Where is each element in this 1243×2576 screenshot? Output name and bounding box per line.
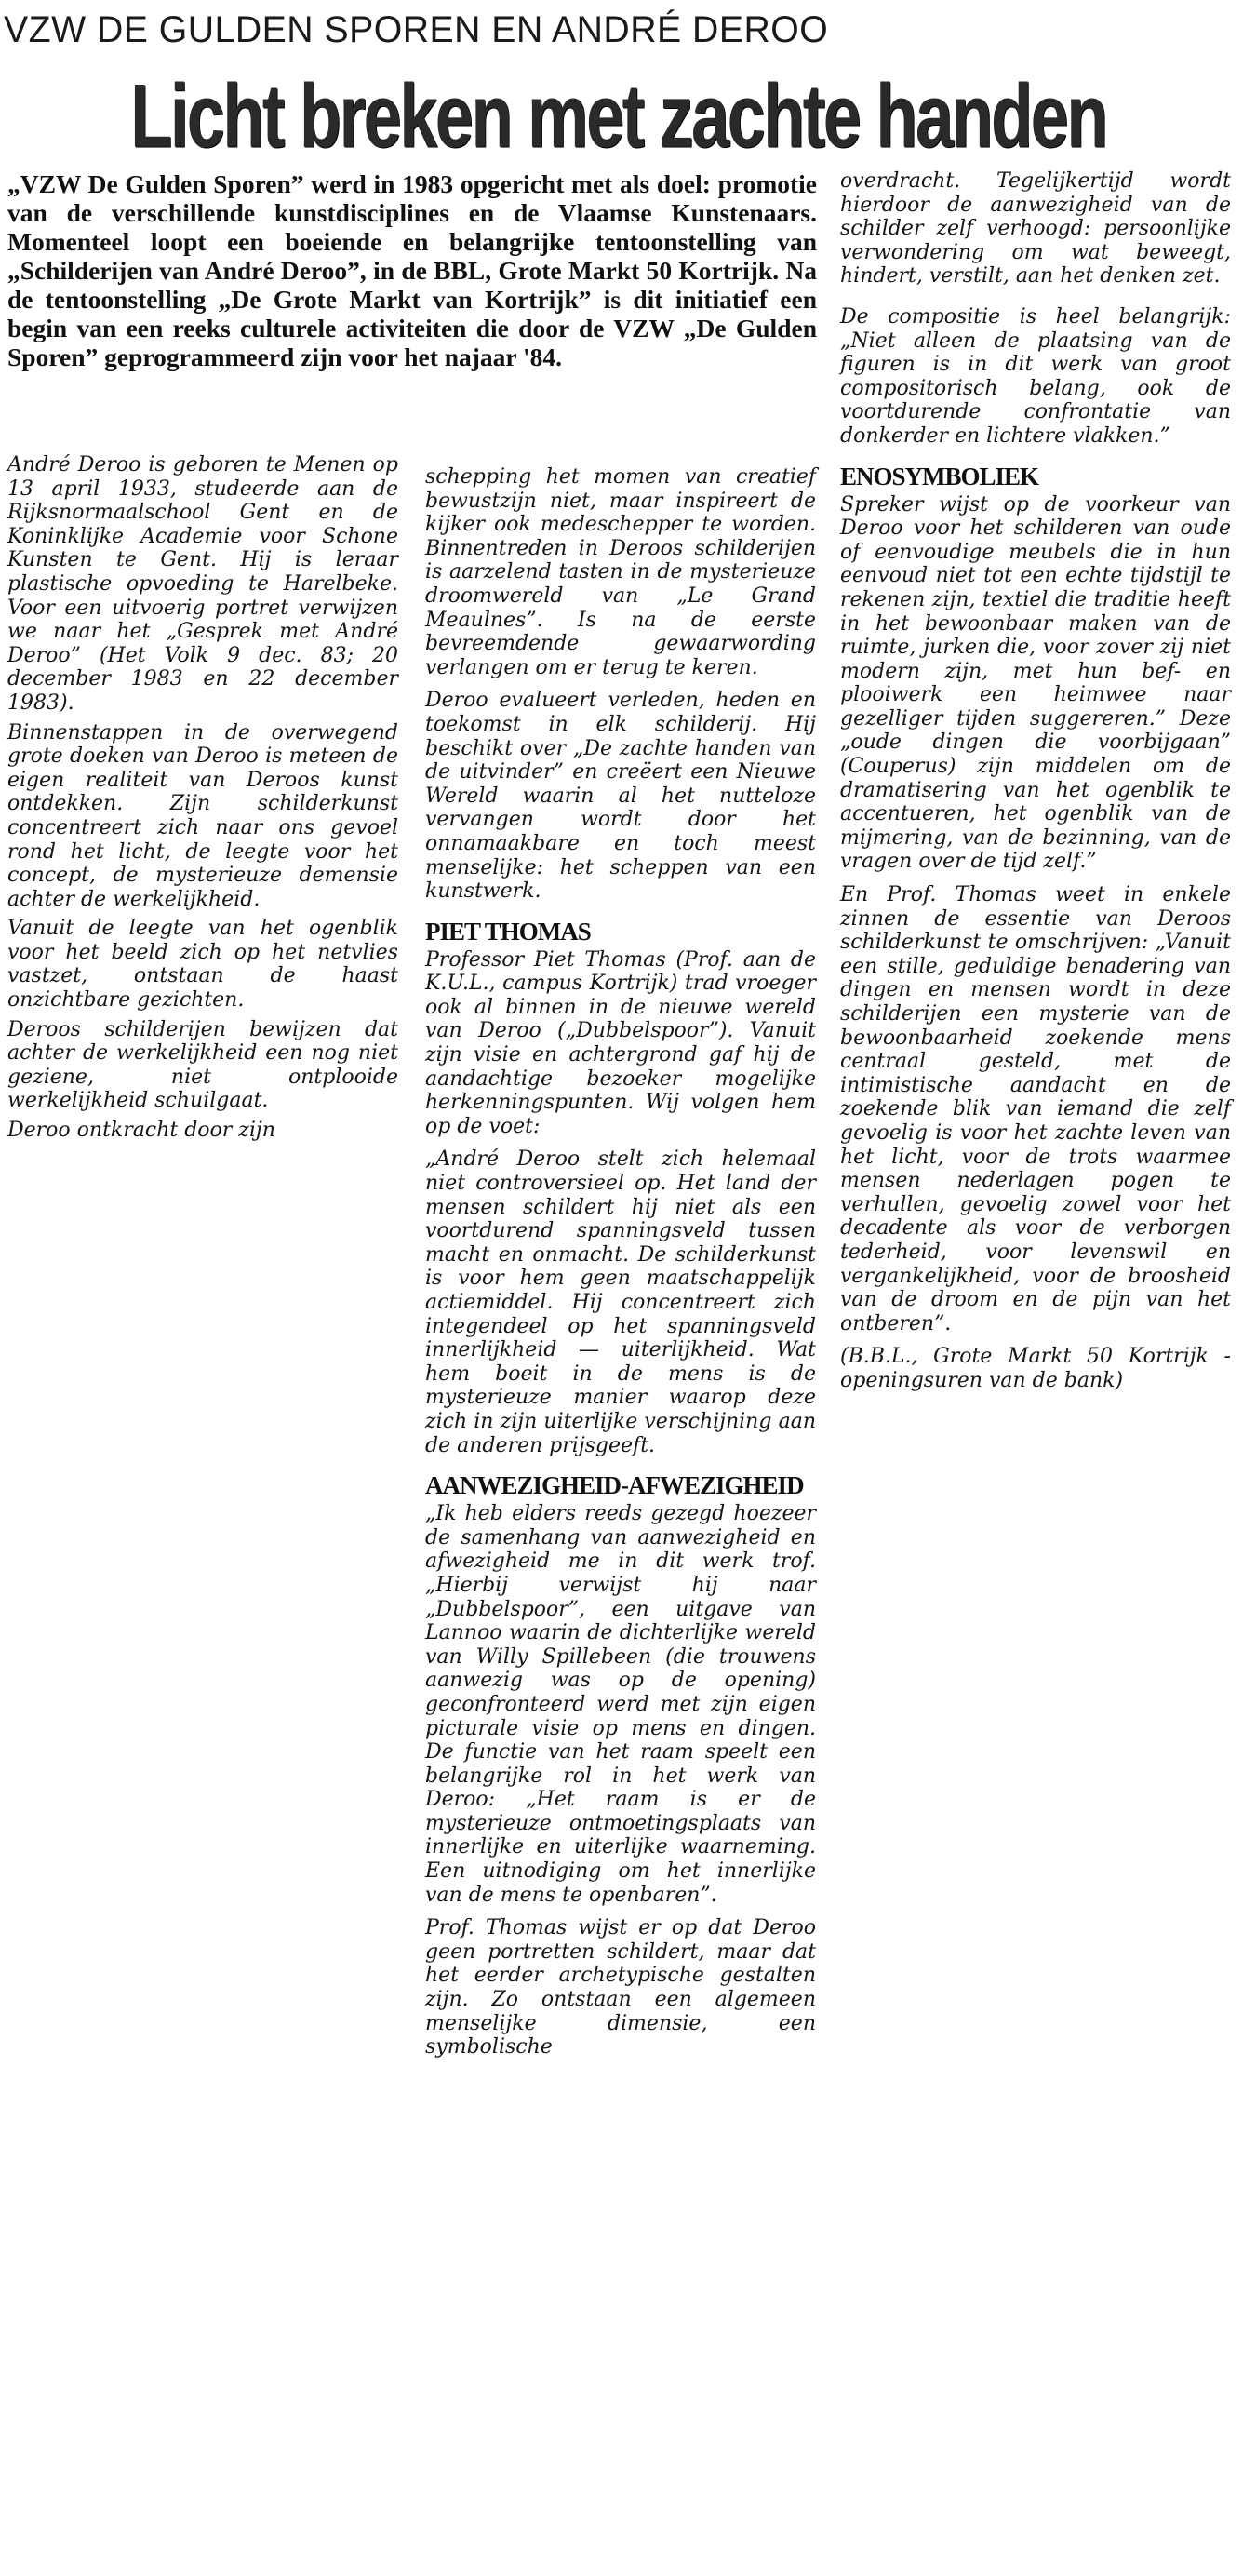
paragraph: Deroo ontkracht door zijn (7, 1119, 275, 1143)
paragraph: overdracht. Tegelijkertijd wordt hierdoor de aanwezigheid van de schilder zelf verhoogd: persoonlijke verwondering om wat beweegt, hindert, verstilt, aan het denken zet. (840, 169, 1231, 288)
paragraph: schepping het momen van creatief bewustzijn niet, maar inspireert de kijker ook medeschepper te worden. Binnentreden in Deroos schilderijen is aarzelend tasten in de mysterieuze droomwereld van „Le Grand Meaulnes”. Is na de eerste bevreemdende gewaarwording verlangen om er terug te keren. (425, 465, 816, 679)
subhead-aanwezigheid: AANWEZIGHEID-AFWEZIGHEID (425, 1471, 804, 1500)
subhead-enosymboliek: ENOSYMBOLIEK (840, 462, 1039, 490)
article-lead: „VZW De Gulden Sporen” werd in 1983 opgericht met als doel: promotie van de verschillende kunstdisciplines en de Vlaamse Kunstenaars. Momenteel loopt een boeiende en belangrijke tentoonstelling van „Schilderijen van André Deroo”, in de BBL, Grote Markt 50 Kortrijk. Na de tentoonstelling „De Grote Markt van Kortrijk” is dit initiatief een begin van een reeks culturele activiteiten die door de VZW „De Gulden Sporen” geprogrammeerd zijn voor het najaar '84. (7, 169, 817, 371)
paragraph: Vanuit de leegte van het ogenblik voor het beeld zich op het netvlies vastzet, ontstaan de haast onzichtbare gezichten. (7, 917, 398, 1013)
column-1 (7, 453, 398, 1148)
paragraph: „André Deroo stelt zich helemaal niet controversieel op. Het land der mensen schildert hij niet als een voortdurend spanningsveld tussen macht en onmacht. De schilderkunst is voor hem geen maatschappelijk actiemiddel. Hij concentreert zich integendeel op het spanningsveld innerlijkheid — uiterlijkheid. Wat hem boeit in de mens is de mysterieuze manier waarop deze zich in zijn uiterlijke verschijning aan de anderen prijsgeeft. (425, 1147, 816, 1457)
paragraph: Professor Piet Thomas (Prof. aan de K.U.L., campus Kortrijk) trad vroeger ook al binnen in de nieuwe wereld van Deroo („Dubbelspoor”). Vanuit zijn visie en achtergrond gaf hij de aandachtige bezoeker mogelijke herkenningspunten. Wij volgen hem op de voet: (425, 947, 816, 1138)
paragraph: Deroo evalueert verleden, heden en toekomst in elk schilderij. Hij beschikt over „De zachte handen van de uitvinder” en creëert een Nieuwe Wereld waarin al het nutteloze vervangen wordt door het onnamaakbare en toch meest menselijke: het scheppen van een kunstwerk. (425, 689, 816, 904)
paragraph: Deroos schilderijen bewijzen dat achter de werkelijkheid een nog niet geziene, niet ontplooide werkelijkheid schuilgaat. (7, 1017, 398, 1113)
column-3 (840, 169, 1231, 1402)
paragraph: En Prof. Thomas weet in enkele zinnen de essentie van Deroos schilderkunst te omschrijven: „Vanuit een stille, geduldige benadering van dingen en mensen wordt in deze schilderijen een mysterie van de bewoonbaarheid zoekende mens centraal gesteld, met de intimistische aandacht en de zoekende blik van iemand die zelf gevoelig is voor het zachte leven van het licht, voor de trots waarmee mensen nederlagen pogen te verhullen, gevoelig zowel voor het decadente als voor de verborgen tederheid, voor levenswil en vergankelijkheid, voor de broosheid van de droom en de pijn van het ontberen”. (840, 883, 1231, 1335)
article-headline: Licht breken met zachte handen (130, 66, 1106, 167)
article-kicker: VZW DE GULDEN SPOREN EN ANDRÉ DEROO (4, 9, 829, 50)
paragraph: (B.B.L., Grote Markt 50 Kortrijk - openingsuren van de bank) (840, 1345, 1231, 1392)
paragraph: Prof. Thomas wijst er op dat Deroo geen portretten schildert, maar dat het eerder archetypische gestalten zijn. Zo ontstaan een algemeen menselijke dimensie, een symbolische (425, 1916, 816, 2059)
column-2 (425, 465, 816, 2069)
subhead-piet-thomas: PIET THOMAS (425, 917, 591, 946)
paragraph: De compositie is heel belangrijk: „Niet alleen de plaatsing van de figuren is in dit werk van groot compositorisch belang, ook de voortdurende confrontatie van donkerder en lichtere vlakken.” (840, 304, 1231, 448)
paragraph: Spreker wijst op de voorkeur van Deroo voor het schilderen van oude of eenvoudige meubels die in hun eenvoud niet tot een echte tijdstijl te rekenen zijn, textiel die traditie heeft in het bewoonbaar maken van de ruimte, jurken die, voor zover zij niet modern zijn, met hun bef- en plooiwerk een heimwee naar gezelliger tijden suggereren.” Deze „oude dingen die voorbijgaan” (Couperus) zijn middelen om de dramatisering van het ogenblik te accentueren, het ogenblik van de mijmering, van de bezinning, van de vragen over de tijd zelf.” (840, 492, 1231, 874)
paragraph: André Deroo is geboren te Menen op 13 april 1933, studeerde aan de Rijksnormaalschool Gent en de Koninklijke Academie voor Schone Kunsten te Gent. Hij is leraar plastische opvoeding te Harelbeke. Voor een uitvoerig portret verwijzen we naar het „Gesprek met André Deroo” (Het Volk 9 dec. 83; 20 december 1983 en 22 december 1983). (7, 453, 398, 715)
paragraph: „Ik heb elders reeds gezegd hoezeer de samenhang van aanwezigheid en afwezigheid me in dit werk trof. „Hierbij verwijst hij naar „Dubbelspoor”, een uitgave van Lannoo waarin de dichterlijke wereld van Willy Spillebeen (die trouwens aanwezig was op de opening) geconfronteerd werd met zijn eigen picturale visie op mens en dingen. De functie van het raam speelt een belangrijke rol in het werk van Deroo: „Het raam is er de mysterieuze ontmoetingsplaats van innerlijke en uiterlijke waarneming. Een uitnodiging om het innerlijke van de mens te openbaren”. (425, 1502, 816, 1907)
paragraph: Binnenstappen in de overwegend grote doeken van Deroo is meteen de eigen realiteit van Deroos kunst ontdekken. Zijn schilderkunst concentreert zich naar ons gevoel rond het licht, de leegte voor het concept, de mysterieuze demensie achter de werkelijkheid. (7, 720, 398, 911)
